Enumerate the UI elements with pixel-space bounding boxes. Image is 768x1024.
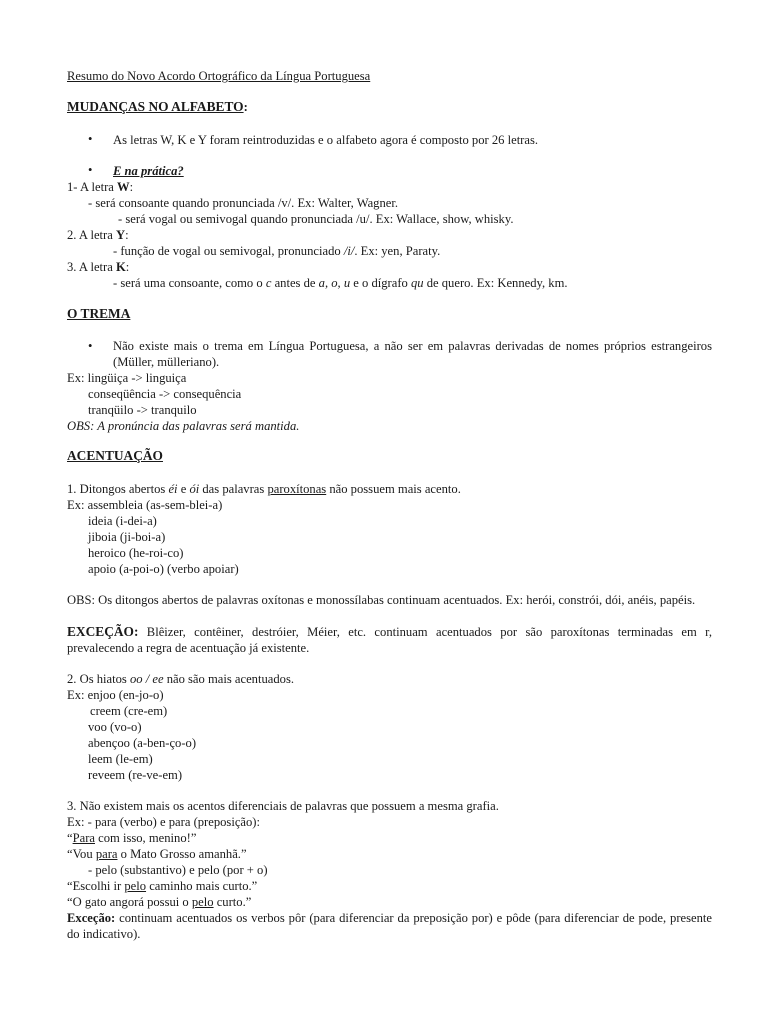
rule-3: 3. Não existem mais os acentos diferenciais de palavras que possuem a mesma grafia.: [67, 799, 499, 813]
trema-example: Ex: lingüiça -> linguiça: [67, 371, 187, 385]
rule-3-excecao: Exceção: continuam acentuados os verbos pôr (para diferenciar da preposição por) e pôde (para diferenciar de pode, presente do indicativo).: [67, 911, 712, 941]
rule-3-example: Ex: - para (verbo) e para (preposição):: [67, 815, 261, 829]
rule-3-example: - pelo (substantivo) e pelo (por + o): [88, 863, 268, 877]
trema-example: tranqüilo -> tranquilo: [88, 403, 197, 417]
letter-k-line: 3. A letra K:: [67, 260, 130, 274]
rule-2-example: voo (vo-o): [88, 720, 142, 734]
trema-obs: OBS: A pronúncia das palavras será mantida.: [67, 419, 300, 433]
section-heading-alfabeto: MUDANÇAS NO ALFABETO:: [67, 99, 248, 114]
trema-example: conseqüência -> consequência: [88, 387, 242, 401]
letter-w-line: 1- A letra W:: [67, 180, 134, 194]
bullet-glyph: •: [88, 339, 93, 353]
bullet-item: As letras W, K e Y foram reintroduzidas e o alfabeto agora é composto por 26 letras.: [113, 133, 539, 147]
rule-2: 2. Os hiatos oo / ee não são mais acentuados.: [67, 672, 294, 686]
letter-y-line: 2. A letra Y:: [67, 228, 129, 242]
letter-y-rule: - função de vogal ou semivogal, pronunciado /i/. Ex: yen, Paraty.: [113, 244, 441, 258]
section-heading-acentuacao: ACENTUAÇÃO: [67, 448, 163, 463]
document-title: Resumo do Novo Acordo Ortográfico da Língua Portuguesa: [67, 69, 371, 83]
rule-3-quote: “O gato angorá possui o pelo curto.”: [67, 895, 252, 909]
bullet-item-pratica: E na prática?: [113, 164, 184, 178]
rule-2-example: creem (cre-em): [90, 704, 168, 718]
rule-1-example: heroico (he-roi-co): [88, 546, 184, 560]
rule-1-example: apoio (a-poi-o) (verbo apoiar): [88, 562, 239, 576]
rule-2-example: leem (le-em): [88, 752, 153, 766]
rule-3-quote: “Escolhi ir pelo caminho mais curto.”: [67, 879, 258, 893]
bullet-item-trema: Não existe mais o trema em Língua Portuguesa, a não ser em palavras derivadas de nomes próprios estrangeiros (Müller, mülleriano).: [113, 339, 712, 369]
rule-1-example: jiboia (ji-boi-a): [88, 530, 166, 544]
letter-k-rule: - será uma consoante, como o c antes de a, o, u e o dígrafo qu de quero. Ex: Kennedy, km.: [113, 276, 568, 290]
acentuacao-excecao: EXCEÇÃO: Blêizer, contêiner, destróier, Méier, etc. continuam acentuados por são paroxítonas terminadas em r, prevalecendo a regra de acentuação já existente.: [67, 624, 712, 655]
rule-1-example: Ex: assembleia (as-sem-blei-a): [67, 498, 223, 512]
rule-3-quote: “Para com isso, menino!”: [67, 831, 197, 845]
heading-text: MUDANÇAS NO ALFABETO: [67, 99, 244, 114]
rule-2-example: abençoo (a-ben-ço-o): [88, 736, 197, 750]
bullet-glyph: •: [88, 132, 93, 146]
letter-w-rule-1: - será consoante quando pronunciada /v/. Ex: Walter, Wagner.: [88, 196, 398, 210]
bullet-glyph: •: [88, 163, 93, 177]
rule-1-example: ideia (i-dei-a): [88, 514, 157, 528]
letter-w-rule-2: - será vogal ou semivogal quando pronunciada /u/. Ex: Wallace, show, whisky.: [118, 212, 514, 226]
rule-1: 1. Ditongos abertos éi e ói das palavras paroxítonas não possuem mais acento.: [67, 482, 461, 496]
section-heading-trema: O TREMA: [67, 306, 131, 321]
acentuacao-obs: OBS: Os ditongos abertos de palavras oxítonas e monossílabas continuam acentuados. Ex: herói, constrói, dói, anéis, papéis.: [67, 593, 696, 607]
rule-2-example: Ex: enjoo (en-jo-o): [67, 688, 164, 702]
rule-3-quote: “Vou para o Mato Grosso amanhã.”: [67, 847, 247, 861]
rule-2-example: reveem (re-ve-em): [88, 768, 183, 782]
